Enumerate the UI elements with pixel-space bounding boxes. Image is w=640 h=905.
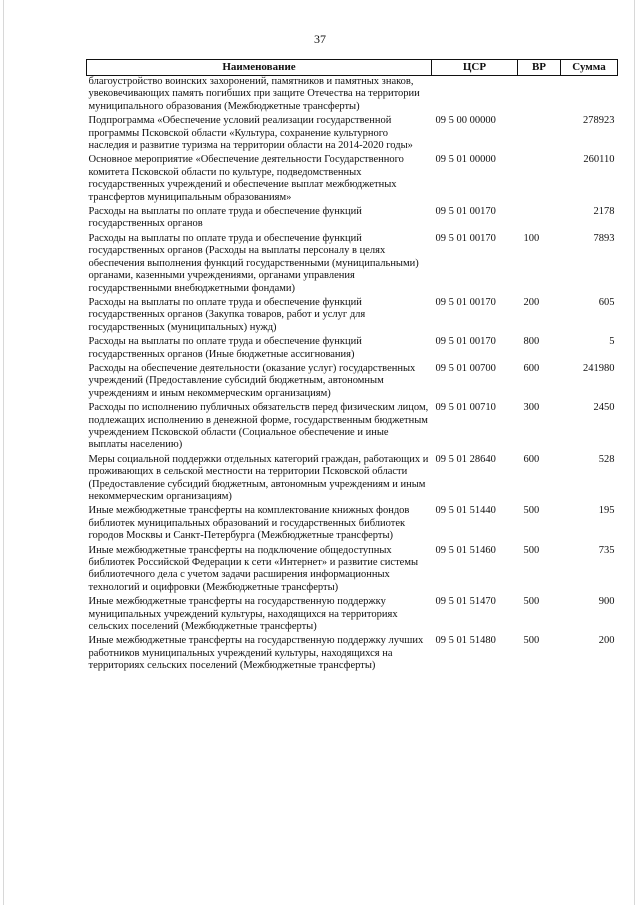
header-vr: ВР [518, 60, 561, 76]
row-name-cell: Подпрограмма «Обеспечение условий реализации государственной программы Псковской области «Культура, сохранение культурного наследия и развитие туризма на территории области на 2014-2020 годы» [88, 115, 413, 152]
row-sum-cell: 200 [598, 635, 615, 647]
table-row [87, 233, 618, 297]
row-csr-cell: 09 5 01 51470 [435, 596, 496, 608]
row-csr-cell: 09 5 01 00170 [435, 206, 496, 218]
row-sum-cell [561, 76, 618, 116]
budget-table [86, 59, 618, 675]
row-sum-cell: 2450 [593, 402, 615, 414]
row-csr-cell: 09 5 01 00000 [435, 154, 496, 166]
row-csr-cell: 09 5 00 00000 [435, 115, 496, 127]
row-vr-cell: 300 [523, 402, 540, 414]
header-sum: Сумма [561, 60, 618, 76]
row-csr-cell: 09 5 01 00710 [435, 402, 496, 414]
row-sum-cell: 528 [598, 453, 615, 465]
row-csr-cell: 09 5 01 51480 [435, 635, 496, 647]
table-row [87, 336, 618, 363]
row-sum-cell: 735 [598, 544, 615, 556]
row-vr-cell [518, 76, 561, 116]
table-row [87, 635, 618, 674]
row-csr-cell: 09 5 01 00170 [435, 336, 496, 348]
row-sum-cell: 195 [598, 505, 615, 517]
row-vr-cell: 600 [523, 362, 540, 374]
row-name-cell: Расходы на выплаты по оплате труда и обеспечение функций государственных органов [88, 206, 362, 230]
row-vr-cell [518, 154, 561, 206]
row-csr-cell: 09 5 01 00170 [435, 232, 496, 244]
table-row [87, 76, 618, 116]
header-csr: ЦСР [432, 60, 518, 76]
row-csr-cell: 09 5 01 00170 [435, 296, 496, 308]
table-row [87, 454, 618, 506]
row-name-cell: Расходы на выплаты по оплате труда и обеспечение функций государственных органов (Иные бюджетные ассигнования) [88, 336, 362, 360]
table-row [87, 206, 618, 233]
row-sum-cell: 278923 [583, 115, 615, 127]
header-name: Наименование [87, 60, 432, 76]
row-name-cell: Иные межбюджетные трансферты на комплектование книжных фондов библиотек муниципальных образований и государственных библиотек городов Москвы и Санкт-Петербурга (Межбюджетные трансферты) [88, 505, 410, 542]
left-page-edge [3, 0, 4, 905]
row-sum-cell: 241980 [583, 362, 615, 374]
row-csr-cell: 09 5 01 51440 [435, 505, 496, 517]
table-row [87, 505, 618, 544]
row-name-cell: Расходы на выплаты по оплате труда и обеспечение функций государственных органов (Расходы на выплаты персоналу в целях обеспечения выполнения функций государственными (муниципальными) органами, казенными учреждениями, органами управления государственными внебюджетными фондами) [88, 232, 419, 294]
row-vr-cell: 500 [523, 505, 540, 517]
page-number: 37 [314, 32, 326, 46]
row-sum-cell: 2178 [593, 206, 615, 218]
row-name-cell: Расходы по исполнению публичных обязательств перед физическим лицом, подлежащих исполнению в денежной форме, государственным бюджетным учреждением Псковской области (Социальное обеспечение и иные выплаты населению) [88, 402, 429, 451]
row-vr-cell: 500 [523, 596, 540, 608]
table-row [87, 154, 618, 206]
table-header-row [87, 60, 618, 76]
right-page-edge [634, 0, 635, 905]
row-name-cell: Иные межбюджетные трансферты на подключение общедоступных библиотек Российской Федерации к сети «Интернет» и развитие системы библиотечного дела с учетом задачи расширения информационных технологий и оцифровки (Межбюджетные трансферты) [88, 544, 419, 593]
row-name-cell: Расходы на обеспечение деятельности (оказание услуг) государственных учреждений (Предоставление субсидий бюджетным, автономным учреждениям и иным некоммерческим организациям) [88, 362, 416, 399]
row-vr-cell: 500 [523, 635, 540, 647]
row-sum-cell: 605 [598, 296, 615, 308]
row-vr-cell [518, 115, 561, 154]
row-csr-cell [432, 76, 518, 116]
row-vr-cell: 600 [523, 453, 540, 465]
row-sum-cell: 900 [598, 596, 615, 608]
row-name-cell: Меры социальной поддержки отдельных категорий граждан, работающих и проживающих в сельской местности на территории Псковской области (Предоставление субсидий бюджетным, автономным учреждениям и иным некоммерческим организациям) [88, 453, 429, 502]
table-row [87, 297, 618, 336]
row-name-cell: Иные межбюджетные трансферты на государственную поддержку муниципальных учреждений культуры, находящихся на территориях сельских поселений (Межбюджетные трансферты) [88, 596, 398, 633]
row-name-cell: благоустройство воинских захоронений, памятников и памятных знаков, увековечивающих память погибших при защите Отечества на территории муниципального образования (Межбюджетные трансферты) [88, 76, 420, 112]
row-vr-cell: 500 [523, 544, 540, 556]
table-row [87, 596, 618, 635]
row-name-cell: Расходы на выплаты по оплате труда и обеспечение функций государственных органов (Закупка товаров, работ и услуг для государственных (муниципальных) нужд) [88, 296, 366, 333]
row-sum-cell: 260110 [583, 154, 615, 166]
row-sum-cell: 5 [609, 336, 615, 348]
table-row [87, 363, 618, 402]
table-row [87, 115, 618, 154]
table-row [87, 545, 618, 597]
row-sum-cell: 7893 [593, 232, 615, 244]
row-csr-cell: 09 5 01 51460 [435, 544, 496, 556]
row-vr-cell: 200 [523, 296, 540, 308]
row-vr-cell: 100 [523, 232, 540, 244]
row-name-cell: Основное мероприятие «Обеспечение деятельности Государственного комитета Псковской области по культуре, подведомственных государственных учреждений и обеспечение выплат межбюджетных трансфертов муниципальным образованиям» [88, 154, 404, 203]
row-vr-cell [518, 206, 561, 233]
row-name-cell: Иные межбюджетные трансферты на государственную поддержку лучших работников муниципальных учреждений культуры, находящихся на территориях сельских поселений (Межбюджетные трансферты) [88, 635, 424, 672]
row-csr-cell: 09 5 01 00700 [435, 362, 496, 374]
table-row [87, 402, 618, 454]
row-vr-cell: 800 [523, 336, 540, 348]
row-csr-cell: 09 5 01 28640 [435, 453, 496, 465]
table-body [87, 76, 618, 675]
